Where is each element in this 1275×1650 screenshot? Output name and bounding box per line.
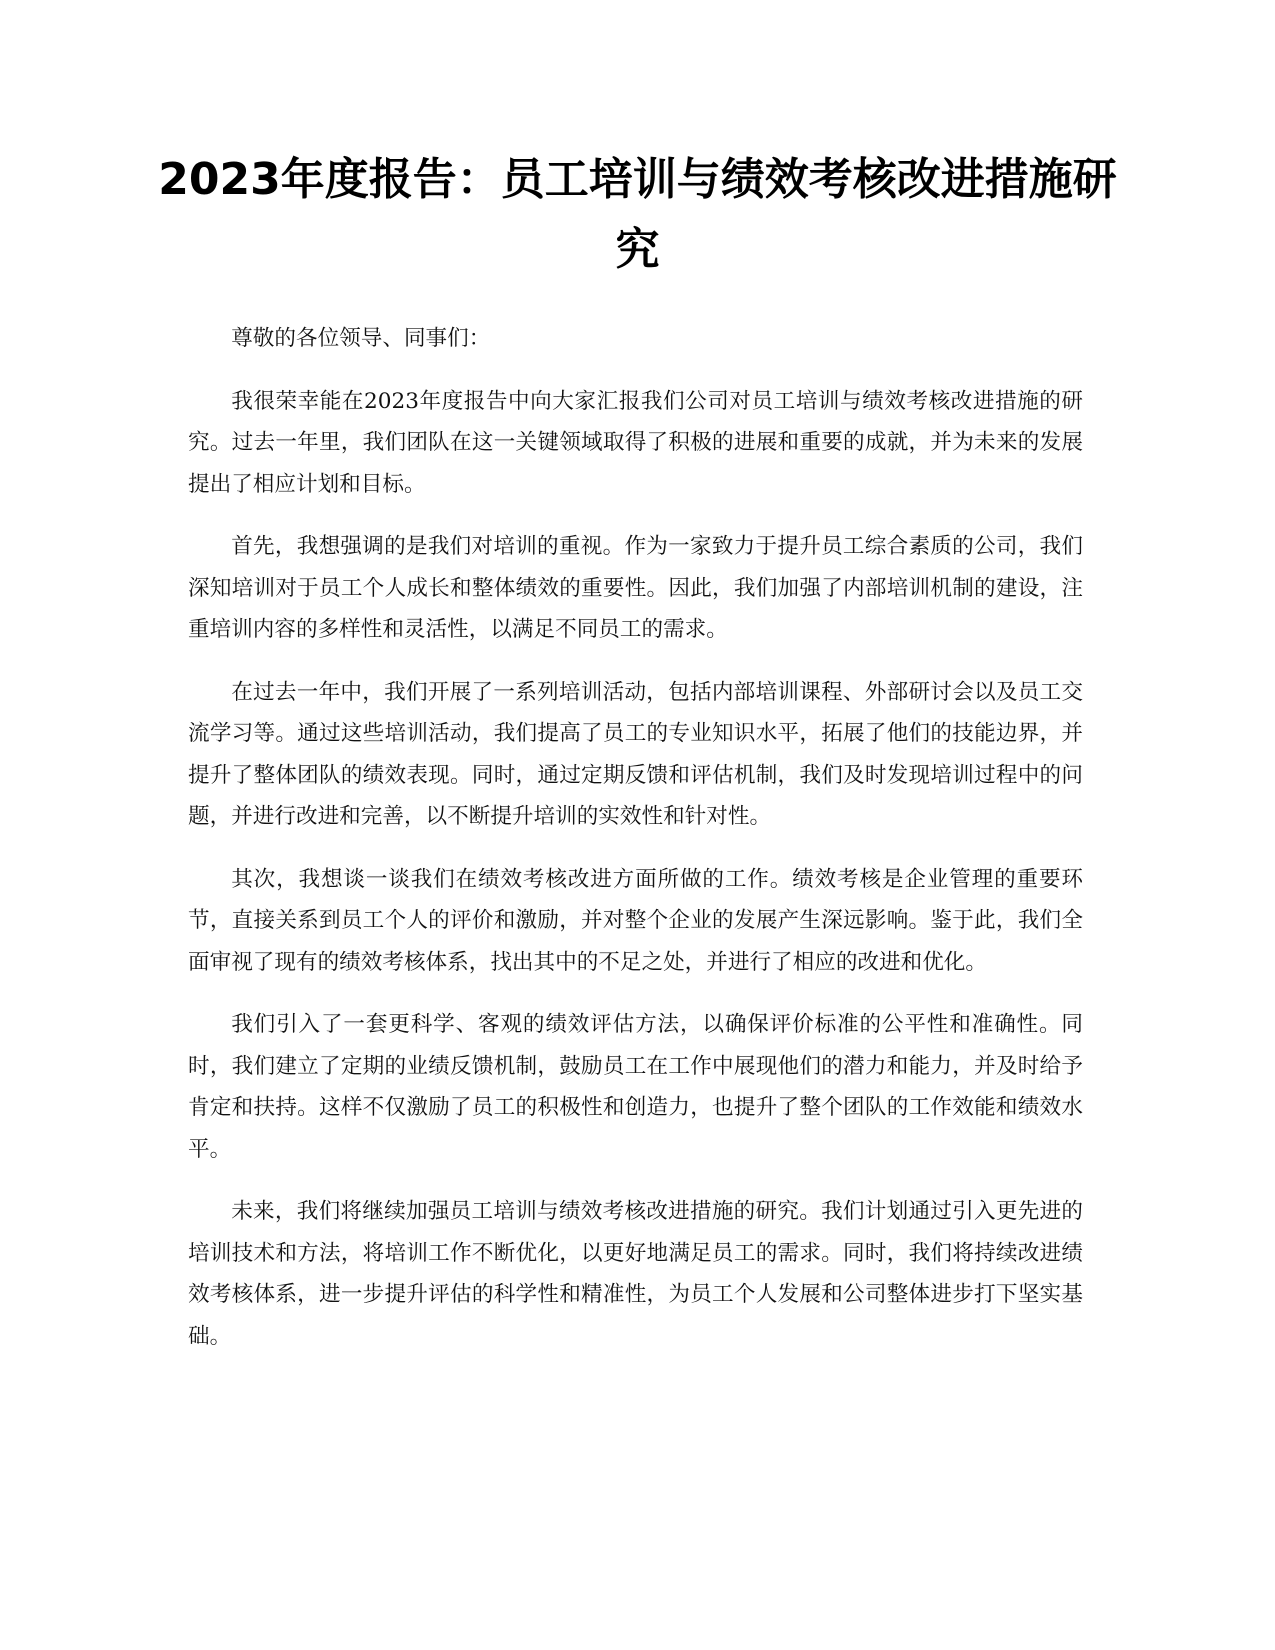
salutation: 尊敬的各位领导、同事们：	[231, 326, 491, 351]
paragraph-6: 未来，我们将继续加强员工培训与绩效考核改进措施的研究。我们计划通过引入更先进的培训技术和方法，将培训工作不断优化，以更好地满足员工的需求。同时，我们将持续改进绩效考核体系，进一步提升评估的科学性和精准性，为员工个人发展和公司整体进步打下坚实基础。	[188, 1199, 1083, 1349]
document-body	[188, 318, 1083, 1378]
paragraph-4: 其次，我想谈一谈我们在绩效考核改进方面所做的工作。绩效考核是企业管理的重要环节，直接关系到员工个人的评价和激励，并对整个企业的发展产生深远影响。鉴于此，我们全面审视了现有的绩效考核体系，找出其中的不足之处，并进行了相应的改进和优化。	[188, 866, 1083, 975]
paragraph-1: 我很荣幸能在2023年度报告中向大家汇报我们公司对员工培训与绩效考核改进措施的研究。过去一年里，我们团队在这一关键领域取得了积极的进展和重要的成就，并为未来的发展提出了相应计划和目标。	[188, 388, 1083, 497]
paragraph-3: 在过去一年中，我们开展了一系列培训活动，包括内部培训课程、外部研讨会以及员工交流学习等。通过这些培训活动，我们提高了员工的专业知识水平，拓展了他们的技能边界，并提升了整体团队的绩效表现。同时，通过定期反馈和评估机制，我们及时发现培训过程中的问题，并进行改进和完善，以不断提升培训的实效性和针对性。	[188, 679, 1083, 829]
paragraph-2: 首先，我想强调的是我们对培训的重视。作为一家致力于提升员工综合素质的公司，我们深知培训对于员工个人成长和整体绩效的重要性。因此，我们加强了内部培训机制的建设，注重培训内容的多样性和灵活性，以满足不同员工的需求。	[188, 534, 1083, 642]
paragraph-5: 我们引入了一套更科学、客观的绩效评估方法，以确保评价标准的公平性和准确性。同时，我们建立了定期的业绩反馈机制，鼓励员工在工作中展现他们的潜力和能力，并及时给予肯定和扶持。这样不仅激励了员工的积极性和创造力，也提升了整个团队的工作效能和绩效水平。	[188, 1012, 1083, 1162]
document-title: 2023年度报告：员工培训与绩效考核改进措施研究	[158, 154, 1117, 275]
